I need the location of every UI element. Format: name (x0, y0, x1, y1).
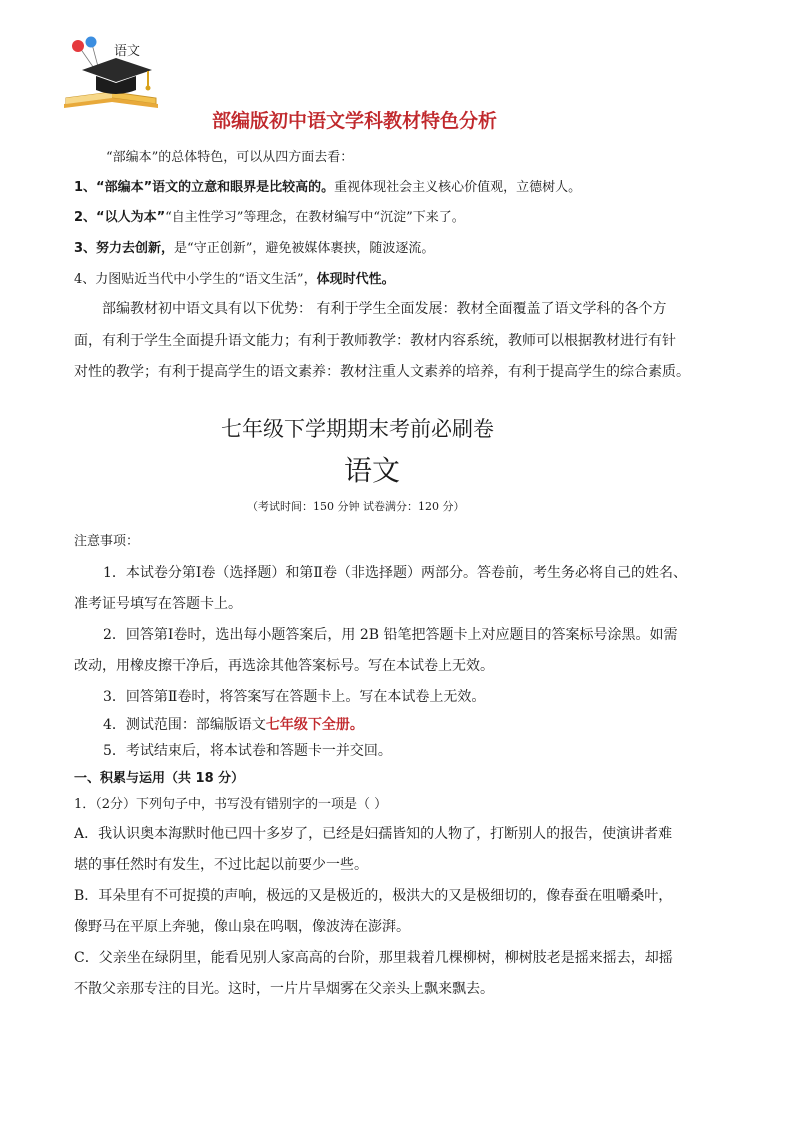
intro-point-2 (74, 206, 465, 225)
notice-2-line-2: 改动，用橡皮擦干净后，再选涂其他答案标号。写在本试卷上无效。 (74, 658, 494, 674)
option-c-line-2: 不散父亲那专注的目光。这时，一片片旱烟雾在父亲头上飘来飘去。 (74, 981, 494, 997)
notice-heading: 注意事项： (74, 534, 140, 549)
intro-title: 部编版初中语文学科教材特色分析 (212, 110, 498, 132)
advantages-line-1: 部编教材初中语文具有以下优势： 有利于学生全面发展：教材全面覆盖了语文学科的各个方 (102, 301, 667, 317)
notice-4-text: 4．测试范围：部编版语文 (103, 717, 266, 733)
intro-point-4-bold: 体现时代性。 (316, 272, 395, 287)
notice-5: 5．考试结束后，将本试卷和答题卡一并交回。 (103, 743, 392, 759)
logo-label: 语文 (114, 44, 141, 59)
notice-4 (103, 714, 364, 734)
intro-point-1-bold: 1、“部编本”语文的立意和眼界是比较高的。 (74, 180, 335, 195)
notice-1-line-2: 准考证号填写在答题卡上。 (74, 596, 242, 612)
exam-subject: 语文 (344, 454, 401, 487)
intro-point-2-text: “自主性学习”等理念，在教材编写中“沉淀”下来了。 (165, 210, 465, 225)
intro-point-4 (74, 268, 395, 287)
intro-point-3 (74, 237, 434, 256)
question-1: 1．（2分）下列句子中，书写没有错别字的一项是（ ） (74, 797, 388, 812)
notice-2-line-1: 2．回答第Ⅰ卷时，选出每小题答案后，用 2B 铅笔把答题卡上对应题目的答案标号涂黑。如需 (103, 627, 678, 643)
subject-logo (60, 34, 170, 114)
advantages-line-3: 对性的教学；有利于提高学生的语文素养：教材注重人文素养的培养，有利于提高学生的综合素质。 (74, 364, 690, 380)
exam-title: 七年级下学期期末考前必刷卷 (221, 417, 494, 441)
option-c-line-1: C．父亲坐在绿阴里，能看见别人家高高的台阶，那里栽着几棵柳树，柳树肢老是摇来摇去，却摇 (74, 950, 673, 966)
notice-1-line-1: 1．本试卷分第Ⅰ卷（选择题）和第Ⅱ卷（非选择题）两部分。答卷前，考生务必将自己的姓名、 (103, 565, 687, 581)
notice-4-range: 七年级下全册。 (265, 717, 364, 733)
intro-point-2-bold: 2、“以人为本” (74, 210, 166, 225)
intro-point-3-text: 是“守正创新”，避免被媒体裹挟，随波逐流。 (174, 241, 435, 256)
option-b-line-1: B．耳朵里有不可捉摸的声响，极远的又是极近的，极洪大的又是极细切的，像春蚕在咀嚼桑叶， (74, 888, 673, 904)
intro-point-4-text: 4、力图贴近当代中小学生的“语文生活”， (74, 272, 317, 287)
option-a-line-2: 堪的事任然时有发生，不过比起以前要少一些。 (74, 857, 368, 873)
exam-info: （考试时间：150 分钟 试卷满分：120 分） (247, 500, 465, 513)
advantages-line-2: 面，有利于学生全面提升语文能力；有利于教师教学：教材内容系统，教师可以根据教材进行有针 (74, 333, 676, 349)
option-b-line-2: 像野马在平原上奔驰，像山泉在呜咽，像波涛在澎湃。 (74, 919, 410, 935)
intro-point-3-bold: 3、努力去创新， (74, 241, 175, 256)
option-a-line-1: A．我认识奥本海默时他已四十多岁了，已经是妇孺皆知的人物了，打断别人的报告，使演讲者难 (74, 826, 673, 842)
notice-3: 3．回答第Ⅱ卷时，将答案写在答题卡上。写在本试卷上无效。 (103, 689, 486, 705)
intro-point-1 (74, 176, 581, 195)
intro-point-1-text: 重视体现社会主义核心价值观，立德树人。 (334, 180, 582, 195)
intro-lead: “部编本”的总体特色，可以从四方面去看： (106, 150, 354, 165)
section-1-heading: 一、积累与运用（共 18 分） (74, 771, 245, 786)
